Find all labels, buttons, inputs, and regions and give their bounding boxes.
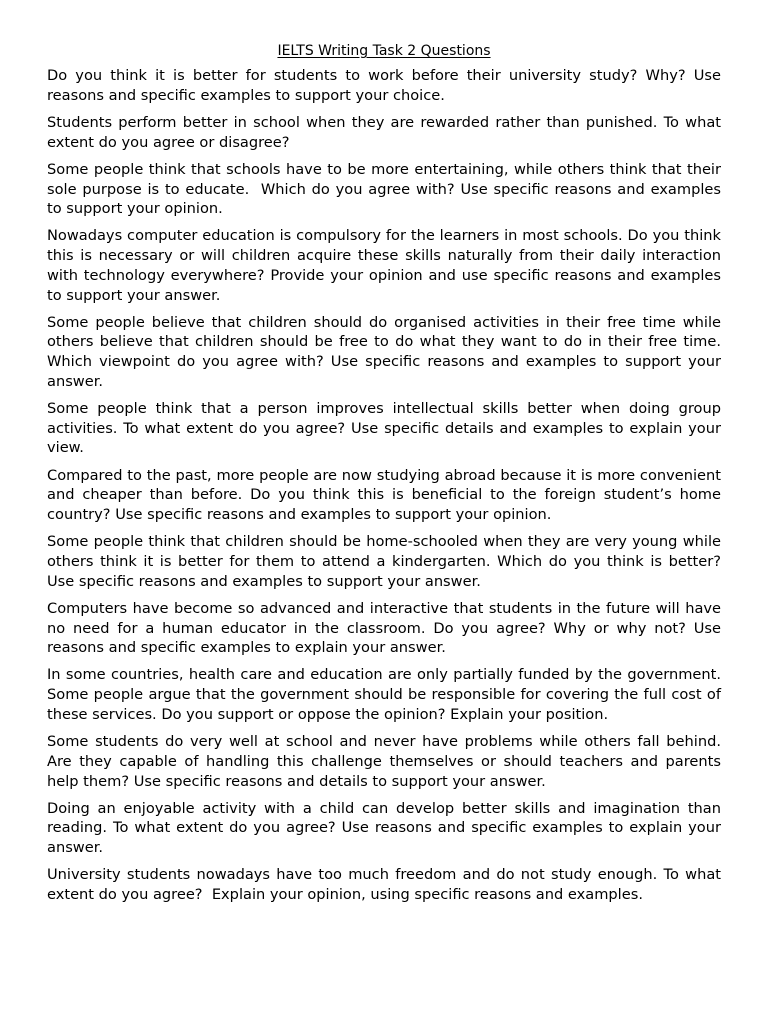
question-list: [47, 66, 731, 905]
question-paragraph: Some people think that a person improves intellectual skills better when doing group activities. To what extent do you agree? Use specific details and examples to explain your view.: [47, 400, 726, 457]
question-paragraph: Nowadays computer education is compulsory for the learners in most schools. Do you think this is necessary or will children acquire these skills naturally from their daily interaction with technology everywhere? Provide your opinion and use specific reasons and examples to support your answer.: [47, 227, 726, 304]
question-paragraph: University students nowadays have too much freedom and do not study enough. To what extent do you agree? Explain your opinion, using specific reasons and examples.: [47, 866, 726, 904]
question-paragraph: Compared to the past, more people are now studying abroad because it is more convenient and cheaper than before. Do you think this is beneficial to the foreign student’s home country? Use specific reasons and examples to support your opinion.: [47, 466, 726, 524]
question-paragraph: Do you think it is better for students to work before their university study? Why? Use reasons and specific examples to support your choice.: [47, 67, 726, 104]
question-paragraph: Some people think that schools have to be more entertaining, while others think that their sole purpose is to educate. Which do you agree with? Use specific reasons and examples to support your opinion.: [47, 160, 726, 218]
question-paragraph: Doing an enjoyable activity with a child can develop better skills and imagination than reading. To what extent do you agree? Use reasons and specific examples to explain your answer.: [47, 799, 726, 857]
question-paragraph: Students perform better in school when they are rewarded rather than punished. To what extent do you agree or disagree?: [47, 113, 726, 151]
question-paragraph: Some people believe that children should do organised activities in their free time while others believe that children should be free to do what they want to do in their free time. Which viewpoint do you agree with? Use specific reasons and examples to support your answer.: [47, 313, 731, 390]
question-paragraph: Some people think that children should be home-schooled when they are very young while others think it is better for them to attend a kindergarten. Which do you think is better? Use specific reasons and examples to support your answer.: [47, 533, 726, 590]
question-paragraph: Some students do very well at school and never have problems while others fall behind. Are they capable of handling this challenge themselves or should teachers and parents help them? Use specific reasons and details to support your answer.: [47, 733, 726, 790]
question-paragraph: In some countries, health care and education are only partially funded by the government. Some people argue that the government should be responsible for covering the full cost of these services. Do you support or oppose the opinion? Explain your position.: [47, 666, 726, 723]
question-paragraph: Computers have become so advanced and interactive that students in the future will have no need for a human educator in the classroom. Do you agree? Why or why not? Use reasons and specific examples to explain your answer.: [47, 599, 726, 657]
document-title: IELTS Writing Task 2 Questions: [277, 43, 491, 59]
